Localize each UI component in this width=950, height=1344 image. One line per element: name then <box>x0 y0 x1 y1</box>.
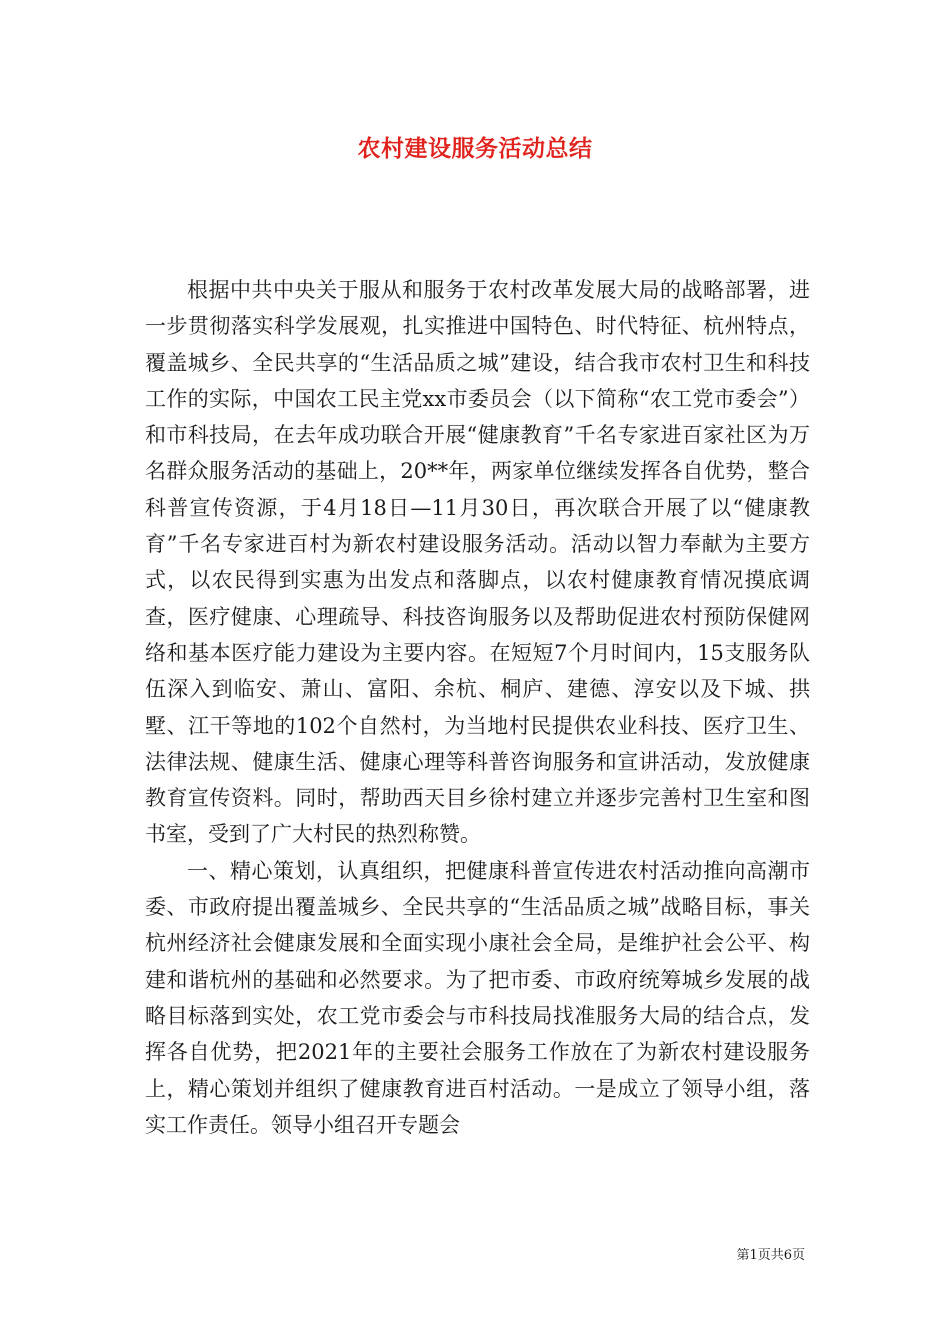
document-title: 农村建设服务活动总结 <box>357 135 593 162</box>
body-paragraph-2: 一、精心策划，认真组织，把健康科普宣传进农村活动推向高潮市委、市政府提出覆盖城乡、全民共享的“生活品质之城”战略目标，事关杭州经济社会健康发展和全面实现小康社会全局，是维护社会公平、构建和谐杭州的基础和必然要求。为了把市委、市政府统筹城乡发展的战略目标落到实处，农工党市委会与市科技局找准服务大局的结合点，发挥各自优势，把2021年的主要社会服务工作放在了为新农村建设服务上，精心策划并组织了健康教育进百村活动。一是成立了领导小组，落实工作责任。领导小组召开专题会 <box>145 858 810 1137</box>
page-number-text: 第1页共6页 <box>736 1248 805 1263</box>
document-body <box>145 272 810 1143</box>
page-number-footer <box>736 1247 805 1265</box>
body-paragraph-1: 根据中共中央关于服从和服务于农村改革发展大局的战略部署，进一步贯彻落实科学发展观，扎实推进中国特色、时代特征、杭州特点，覆盖城乡、全民共享的“生活品质之城”建设，结合我市农村卫生和科技工作的实际，中国农工民主党xx市委员会（以下简称“农工党市委会”）和市科技局，在去年成功联合开展“健康教育”千名专家进百家社区为万名群众服务活动的基础上，20**年，两家单位继续发挥各自优势，整合科普宣传资源，于4月18日—11月30日，再次联合开展了以“健康教育”千名专家进百村为新农村建设服务活动。活动以智力奉献为主要方式，以农民得到实惠为出发点和落脚点，以农村健康教育情况摸底调查，医疗健康、心理疏导、科技咨询服务以及帮助促进农村预防保健网络和基本医疗能力建设为主要内容。在短短7个月时间内，15支服务队伍深入到临安、萧山、富阳、余杭、桐庐、建德、淳安以及下城、拱墅、江干等地的102个自然村，为当地村民提供农业科技、医疗卫生、法律法规、健康生活、健康心理等科普咨询服务和宣讲活动，发放健康教育宣传资料。同时，帮助西天目乡徐村建立并逐步完善村卫生室和图书室，受到了广大村民的热烈称赞。 <box>145 278 810 847</box>
